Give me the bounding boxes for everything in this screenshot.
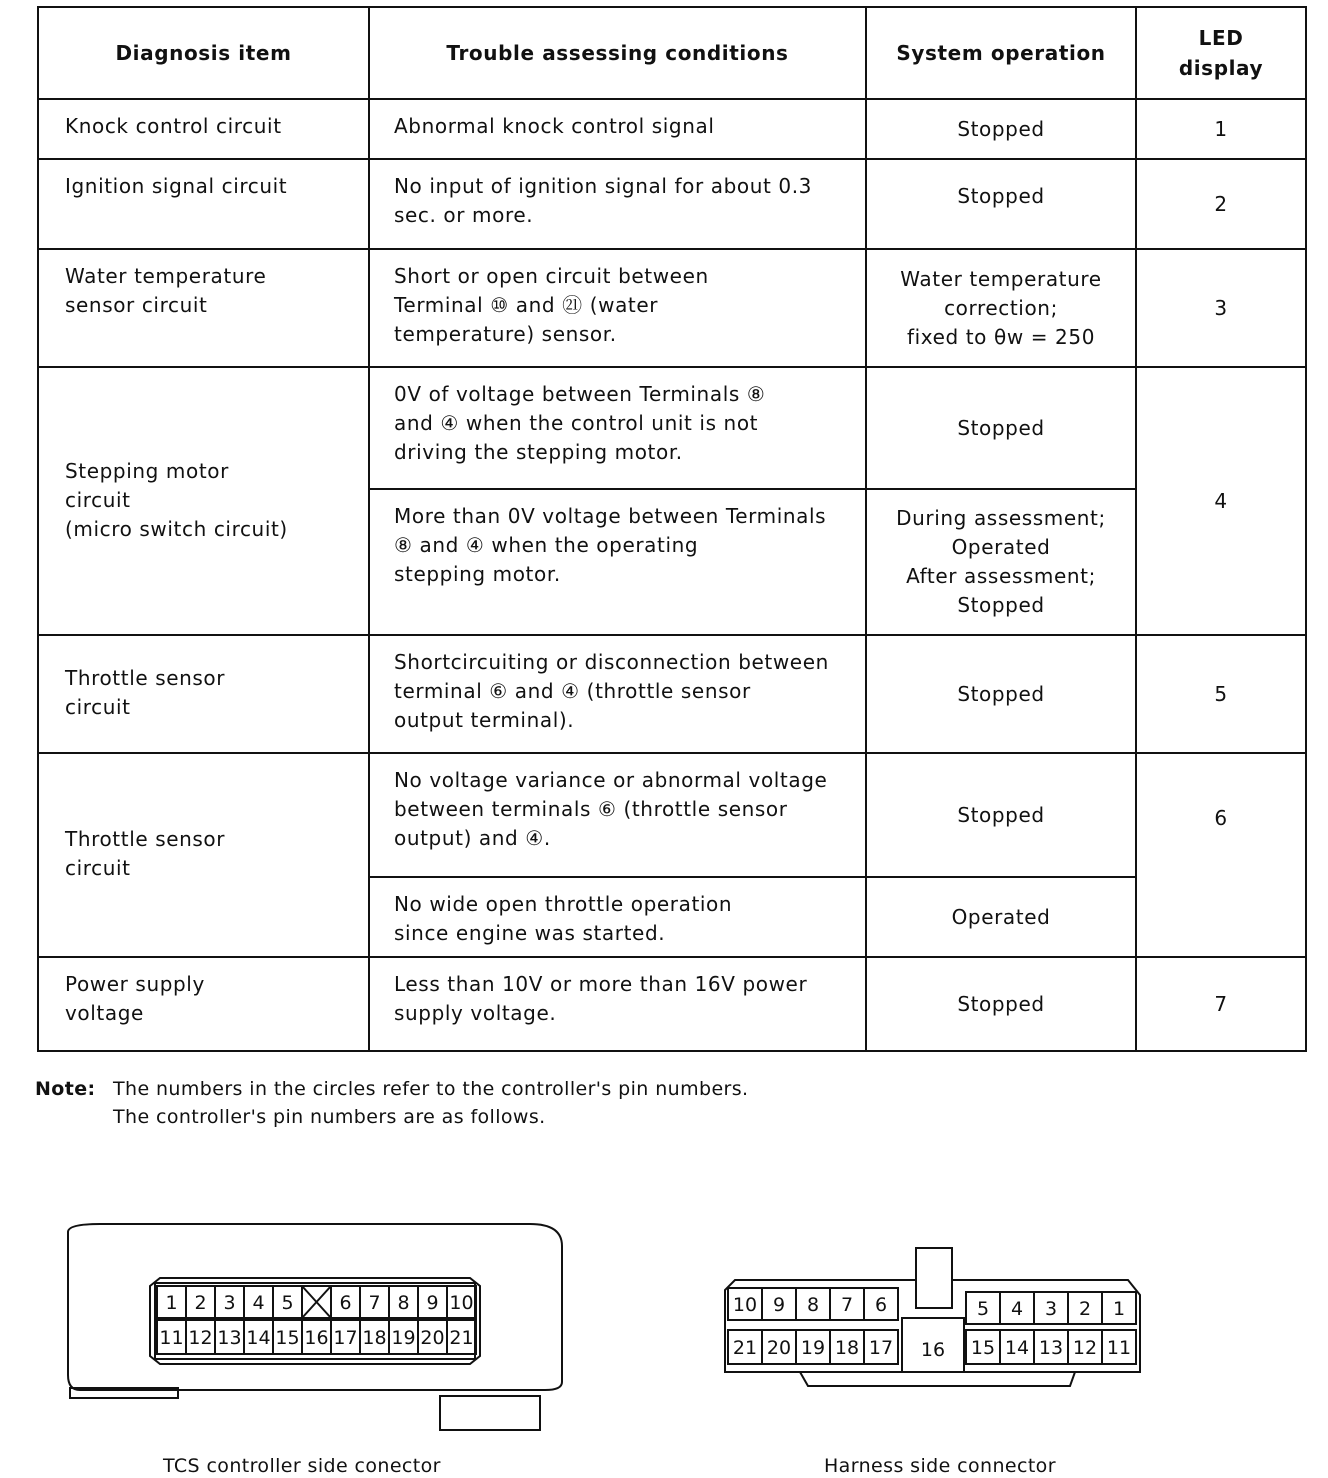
table-row: [38, 957, 1306, 1051]
tcs-top-pin-8: 8: [397, 1292, 410, 1314]
tcs-top-pin-3: 3: [223, 1292, 236, 1314]
tcs-top-row: [157, 1286, 476, 1318]
system-operation: Stopped: [866, 159, 1136, 249]
diagnosis-item: Throttle sensor circuit: [38, 753, 369, 957]
note-line-1: The numbers in the circles refer to the controller's pin numbers.: [113, 1078, 749, 1100]
system-operation: During assessment; Operated After assessment; Stopped: [866, 489, 1136, 635]
header-diagnosis-item: Diagnosis item: [38, 7, 369, 99]
tcs-bottom-pin-21: 21: [449, 1327, 474, 1349]
harness-bottom-right: [966, 1330, 1136, 1364]
harness-top-left: [728, 1288, 898, 1320]
note: [35, 1075, 748, 1131]
table-row: [38, 635, 1306, 753]
table-row: [38, 367, 1306, 489]
table-row: [38, 249, 1306, 367]
tcs-top-pin-9: 9: [426, 1292, 439, 1314]
trouble-condition: 0V of voltage between Terminals ⑧ and ④ when the control unit is not driving the stepping motor.: [369, 367, 866, 489]
tcs-bottom-pin-20: 20: [420, 1327, 445, 1349]
note-line-2: The controller's pin numbers are as follows.: [113, 1106, 546, 1128]
tcs-bottom-pin-19: 19: [391, 1327, 416, 1349]
harness-bottom-pin-11: 11: [1106, 1337, 1132, 1359]
harness-bottom-pin-13: 13: [1038, 1337, 1064, 1359]
diagnosis-item: Knock control circuit: [38, 99, 369, 159]
tcs-top-pin-6: 6: [339, 1292, 352, 1314]
harness-top-right: [966, 1292, 1136, 1324]
harness-pin-16: 16: [920, 1339, 946, 1361]
led-display: 1: [1136, 99, 1306, 159]
connector-diagrams: [0, 1150, 1328, 1478]
harness-bottom-pin-14: 14: [1004, 1337, 1030, 1359]
harness-bottom-pin-18: 18: [834, 1337, 860, 1359]
harness-top-pin-5: 5: [976, 1298, 990, 1320]
tcs-bottom-pin-11: 11: [159, 1327, 184, 1349]
harness-connector: [725, 1248, 1140, 1386]
system-operation: Stopped: [866, 753, 1136, 877]
harness-bottom-pin-21: 21: [732, 1337, 758, 1359]
led-display: 5: [1136, 635, 1306, 753]
system-operation: Stopped: [866, 957, 1136, 1051]
diagnosis-item: Water temperature sensor circuit: [38, 249, 369, 367]
harness-top-pin-9: 9: [772, 1294, 786, 1316]
led-display: 2: [1136, 159, 1306, 249]
harness-top-pin-6: 6: [874, 1294, 888, 1316]
harness-top-pin-7: 7: [840, 1294, 854, 1316]
header-trouble-conditions: Trouble assessing conditions: [369, 7, 866, 99]
harness-bottom-pin-20: 20: [766, 1337, 792, 1359]
header-system-operation: System operation: [866, 7, 1136, 99]
harness-top-pin-10: 10: [732, 1294, 758, 1316]
trouble-condition: No wide open throttle operation since engine was started.: [369, 877, 866, 957]
tcs-bottom-pin-12: 12: [188, 1327, 213, 1349]
diagnosis-item: Throttle sensor circuit: [38, 635, 369, 753]
trouble-condition: Shortcircuiting or disconnection between terminal ⑥ and ④ (throttle sensor output terminal).: [369, 635, 866, 753]
tcs-top-pin-2: 2: [194, 1292, 207, 1314]
tcs-bottom-pin-16: 16: [304, 1327, 329, 1349]
tcs-caption: TCS controller side conector: [163, 1455, 441, 1477]
diagnosis-item: Ignition signal circuit: [38, 159, 369, 249]
system-operation: Stopped: [866, 367, 1136, 489]
table-row: [38, 159, 1306, 249]
tcs-top-pin-5: 5: [281, 1292, 294, 1314]
tcs-bottom-pin-17: 17: [333, 1327, 358, 1349]
harness-bottom-pin-17: 17: [868, 1337, 894, 1359]
led-display: 7: [1136, 957, 1306, 1051]
tcs-top-pin-10: 10: [449, 1292, 474, 1314]
tcs-top-pin-1: 1: [165, 1292, 178, 1314]
harness-caption: Harness side connector: [824, 1455, 1056, 1477]
header-led-display: LED display: [1136, 7, 1306, 99]
note-label: Note:: [35, 1078, 96, 1100]
tcs-connector: [68, 1224, 562, 1430]
trouble-condition: Abnormal knock control signal: [369, 99, 866, 159]
harness-top-pin-1: 1: [1112, 1298, 1126, 1320]
tcs-bottom-pin-15: 15: [275, 1327, 300, 1349]
harness-top-pin-4: 4: [1010, 1298, 1024, 1320]
system-operation: Stopped: [866, 635, 1136, 753]
tcs-top-pin-7: 7: [368, 1292, 381, 1314]
tcs-bottom-pin-13: 13: [217, 1327, 242, 1349]
blank-pin-cross-icon: [302, 1286, 331, 1318]
trouble-condition: No input of ignition signal for about 0.3 sec. or more.: [369, 159, 866, 249]
table-row: [38, 753, 1306, 877]
harness-bottom-left: [728, 1330, 898, 1364]
led-display: 3: [1136, 249, 1306, 367]
trouble-condition: Less than 10V or more than 16V power supply voltage.: [369, 957, 866, 1051]
table-row: [38, 99, 1306, 159]
harness-top-pin-8: 8: [806, 1294, 820, 1316]
trouble-condition: No voltage variance or abnormal voltage between terminals ⑥ (throttle sensor output) and ④.: [369, 753, 866, 877]
trouble-condition: Short or open circuit between Terminal ⑩ and ㉑ (water temperature) sensor.: [369, 249, 866, 367]
diagnosis-item: Power supply voltage: [38, 957, 369, 1051]
tcs-bottom-row: [157, 1320, 476, 1354]
harness-bottom-pin-19: 19: [800, 1337, 826, 1359]
tcs-bottom-pin-14: 14: [246, 1327, 271, 1349]
system-operation: Stopped: [866, 99, 1136, 159]
trouble-condition: More than 0V voltage between Terminals ⑧ and ④ when the operating stepping motor.: [369, 489, 866, 635]
diagnosis-table: [37, 6, 1307, 1052]
harness-top-pin-3: 3: [1044, 1298, 1058, 1320]
led-display: 6: [1136, 753, 1306, 957]
harness-bottom-pin-15: 15: [970, 1337, 996, 1359]
system-operation: Water temperature correction; fixed to θw = 250: [866, 249, 1136, 367]
harness-bottom-pin-12: 12: [1072, 1337, 1098, 1359]
led-display: 4: [1136, 367, 1306, 635]
tcs-bottom-pin-18: 18: [362, 1327, 387, 1349]
diagnosis-item: Stepping motor circuit (micro switch circuit): [38, 367, 369, 635]
harness-top-pin-2: 2: [1078, 1298, 1092, 1320]
tcs-top-pin-4: 4: [252, 1292, 265, 1314]
system-operation: Operated: [866, 877, 1136, 957]
